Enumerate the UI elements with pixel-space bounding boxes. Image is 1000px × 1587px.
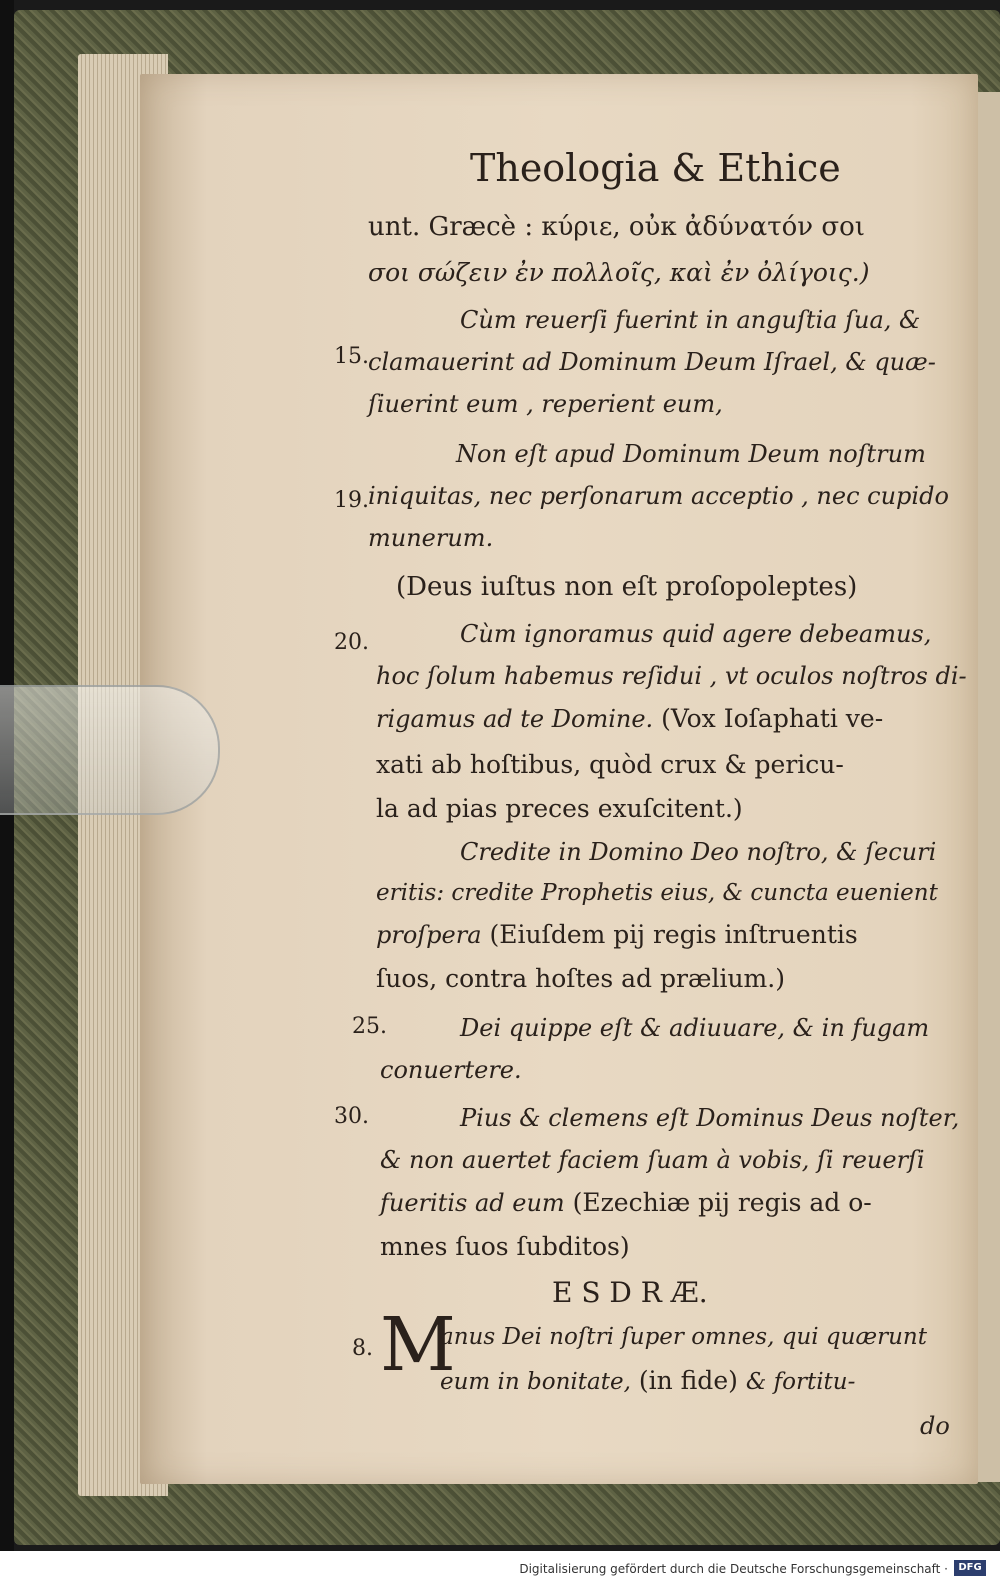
- text-line: Cùm ignoramus quid agere debeamus,: [460, 620, 932, 648]
- text-line: unt. Græcè : κύριε, οὐκ ἀδύνατόν σοι: [368, 212, 865, 242]
- text-line: munerum.: [368, 524, 494, 552]
- text-span: (Eiuſdem pij regis inſtruentis: [481, 920, 858, 949]
- text-span: fueritis ad eum: [380, 1189, 565, 1217]
- text-line: ſiuerint eum , reperient eum,: [368, 390, 723, 418]
- margin-number: 25.: [352, 1014, 387, 1039]
- text-line: Credite in Domino Deo noſtro, & ſecuri: [460, 838, 937, 866]
- text-line: Dei quippe eſt & adiuuare, & in fugam: [460, 1014, 930, 1042]
- text-line: conuertere.: [380, 1056, 522, 1084]
- text-line: eritis: credite Prophetis eius, & cuncta euenient: [376, 880, 938, 906]
- text-span: (in fide): [630, 1366, 746, 1395]
- book-page: [140, 74, 978, 1484]
- page-clip: [0, 685, 220, 815]
- text-span: proſpera: [376, 921, 482, 949]
- running-header: Theologia & Ethice: [470, 146, 841, 190]
- text-line: Pius & clemens eſt Dominus Deus noſter,: [460, 1104, 960, 1132]
- text-line: [376, 704, 883, 733]
- margin-number: 20.: [334, 630, 369, 655]
- section-heading: E S D R Æ.: [552, 1276, 708, 1309]
- text-line: ſuos, contra hoſtes ad prælium.): [376, 964, 785, 993]
- footer-bar: [0, 1551, 1000, 1587]
- text-line: σοι σώζειν ἐν πολλοῖς, καὶ ἐν ὀλίγοις.): [368, 258, 870, 287]
- text-span: (Vox Ioſaphati ve-: [653, 704, 884, 733]
- margin-number: 15.: [334, 344, 369, 369]
- text-line: [376, 920, 858, 949]
- text-line: mnes ſuos ſubditos): [380, 1232, 630, 1261]
- footer-credit: Digitalisierung gefördert durch die Deutsche Forschungsgemeinschaft ·: [519, 1562, 948, 1576]
- text-line: & non auertet faciem ſuam à vobis, ſi reuerſi: [380, 1146, 925, 1174]
- text-line: Cùm reuerſi fuerint in anguſtia ſua, &: [460, 306, 921, 334]
- text-line: la ad pias preces exuſcitent.): [376, 794, 743, 823]
- text-line: hoc ſolum habemus reſidui , vt oculos noſtros di-: [376, 662, 967, 690]
- text-line: iniquitas, nec perſonarum acceptio , nec cupido: [368, 482, 949, 510]
- text-line: Non eſt apud Dominum Deum noſtrum: [456, 440, 926, 468]
- text-span: rigamus ad te Domine.: [376, 705, 654, 733]
- margin-number: 19.: [334, 488, 369, 513]
- text-span: (Ezechiæ pij regis ad o-: [564, 1188, 872, 1217]
- text-line: [440, 1366, 855, 1395]
- drop-cap: M: [380, 1302, 456, 1388]
- text-line: clamauerint ad Dominum Deum Iſrael, & quæ-: [368, 348, 936, 376]
- text-line: (Deus iuſtus non eſt proſopoleptes): [396, 572, 858, 602]
- dfg-logo: DFG: [954, 1560, 986, 1576]
- margin-number: 30.: [334, 1104, 369, 1129]
- text-span: & fortitu-: [745, 1369, 856, 1395]
- text-line: [380, 1188, 872, 1217]
- text-line: anus Dei noſtri ſuper omnes, qui quærunt: [440, 1324, 927, 1350]
- text-span: eum in bonitate,: [440, 1369, 631, 1395]
- catchword: do: [920, 1412, 950, 1440]
- margin-number: 8.: [352, 1336, 373, 1361]
- text-line: xati ab hoſtibus, quòd crux & pericu-: [376, 750, 844, 779]
